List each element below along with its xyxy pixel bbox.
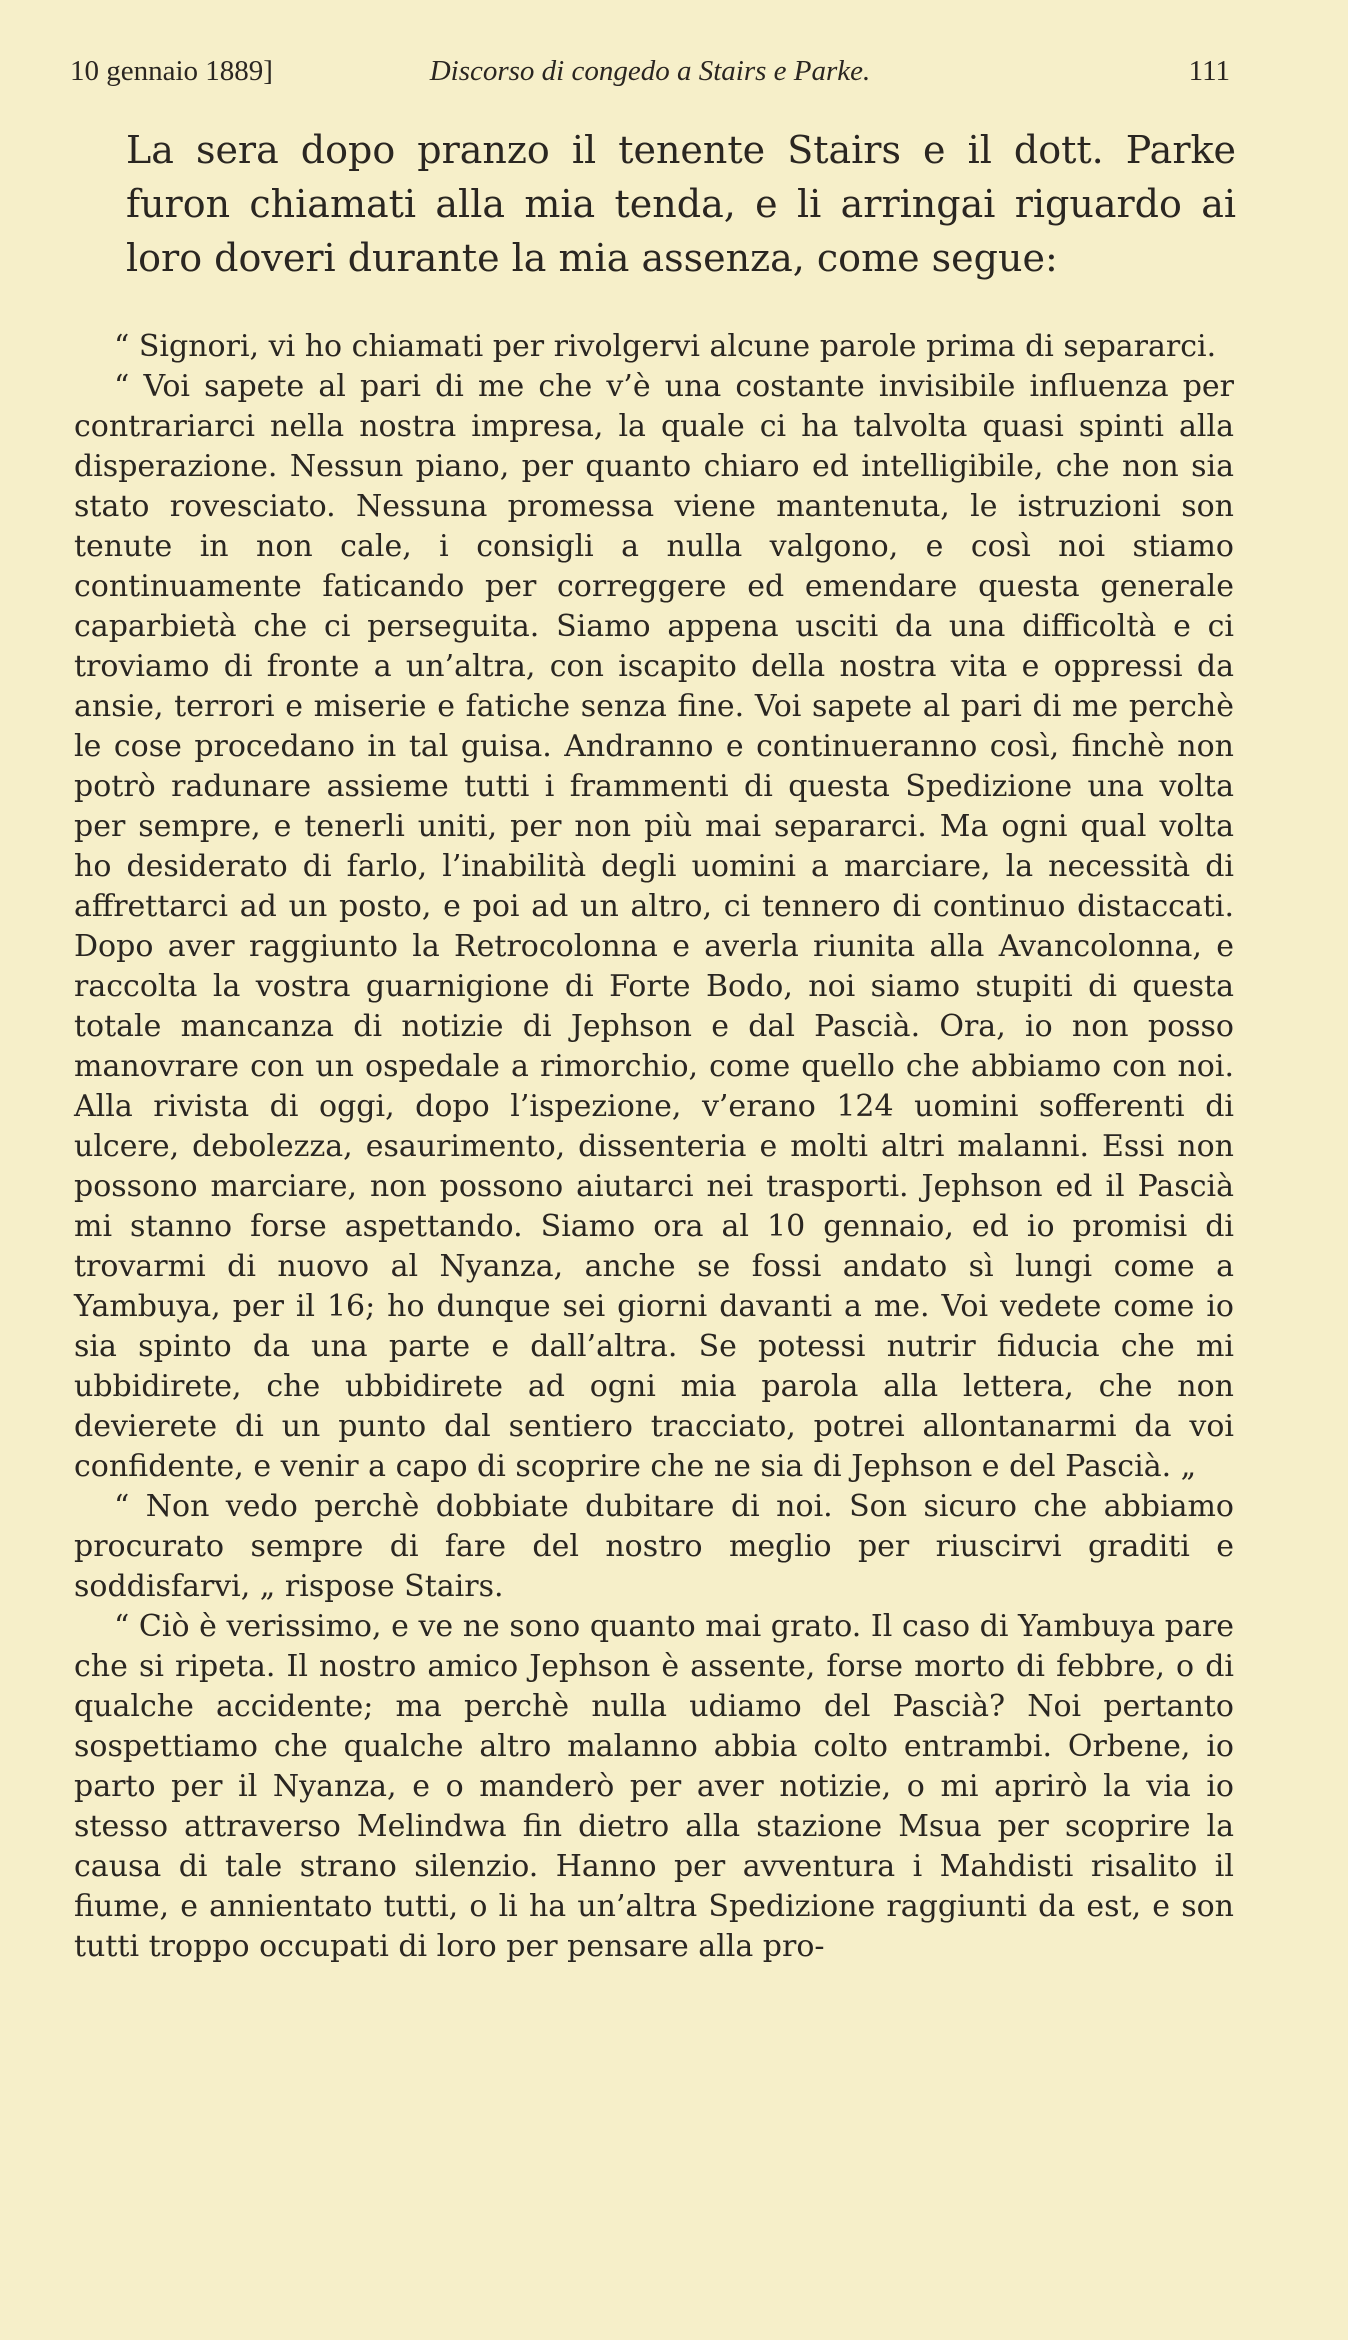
header-date: 10 gennaio 1889] [70,55,273,87]
page-number: 111 [1188,55,1230,87]
paragraph: “ Ciò è verissimo, e ve ne sono quanto mai grato. Il caso di Yambuya pare che si ripeta. Il nostro amico Jephson è assente, forse morto di febbre, o di qualche accidente; ma perchè nulla udiamo del Pascià? Noi pertanto sospettiamo che qualche altro malanno abbia colto entrambi. Orbene, io parto per il Nyanza, e o manderò per aver notizie, o mi aprirò la via io stesso attraverso Melindwa fin dietro alla stazione Msua per scoprire la causa di tale strano silenzio. Hanno per avventura i Mahdisti risalito il fiume, e annientato tutti, o li ha un’altra Spedizione raggiunti da est, e son tutti troppo occupati di loro per pensare alla pro- [74,1609,1234,1964]
paragraph: “ Signori, vi ho chiamati per rivolgervi alcune parole prima di separarci. [114,329,1217,364]
paragraph: “ Voi sapete al pari di me che v’è una costante invisibile influenza per contrariarci nella nostra impresa, la quale ci ha talvolta quasi spinti alla disperazione. Nessun piano, per quanto chiaro ed intelligibile, che non sia stato rovesciato. Nessuna promessa viene mantenuta, le istruzioni son tenute in non cale, i consigli a nulla valgono, e così noi stiamo continuamente faticando per correggere ed emendare questa generale caparbietà che ci perseguita. Siamo appena usciti da una difficoltà e ci troviamo di fronte a un’altra, con iscapito della nostra vita e oppressi da ansie, terrori e miserie e fatiche senza fine. Voi sapete al pari di me perchè le cose procedano in tal guisa. Andranno e continueranno così, finchè non potrò radunare assieme tutti i frammenti di questa Spedizione una volta per sempre, e tenerli uniti, per non più mai separarci. Ma ogni qual volta ho desiderato di farlo, l’inabilità degli uomini a marciare, la necessità di affrettarci ad un posto, e poi ad un altro, ci tennero di continuo distaccati. Dopo aver raggiunto la Retrocolonna e averla riunita alla Avancolonna, e raccolta la vostra guarnigione di Forte Bodo, noi siamo stupiti di questa totale mancanza di notizie di Jephson e dal Pascià. Ora, io non posso manovrare con un ospedale a rimorchio, come quello che abbiamo con noi. Alla rivista di oggi, dopo l’ispezione, v’erano 124 uomini sofferenti di ulcere, debolezza, esaurimento, dissenteria e molti altri malanni. Essi non possono marciare, non possono aiutarci nei trasporti. Jephson ed il Pascià mi stanno forse aspettando. Siamo ora al 10 gennaio, ed io promisi di trovarmi di nuovo al Nyanza, anche se fossi andato sì lungi come a Yambuya, per il 16; ho dunque sei giorni davanti a me. Voi vedete come io sia spinto da una parte e dall’altra. Se potessi nutrir fiducia che mi ubbidirete, che ubbidirete ad ogni mia parola alla lettera, che non devierete di un punto dal sentiero tracciato, potrei allontanarmi da voi confidente, e venir a capo di scoprire che ne sia di Jephson e del Pascià. „ [74,369,1234,1484]
paragraph: “ Non vedo perchè dobbiate dubitare di noi. Son sicuro che abbiamo procurato sempre di fare del nostro meglio per riuscirvi graditi e soddisfarvi, „ rispose Stairs. [74,1489,1234,1604]
running-header [70,55,1230,99]
body-text [74,327,1234,1967]
header-title: Discorso di congedo a Stairs e Parke. [429,55,871,87]
intro-paragraph: La sera dopo pranzo il tenente Stairs e il dott. Parke furon chiamati alla mia tenda, e li arringai riguardo ai loro doveri durante la mia assenza, come segue: [126,128,1236,280]
